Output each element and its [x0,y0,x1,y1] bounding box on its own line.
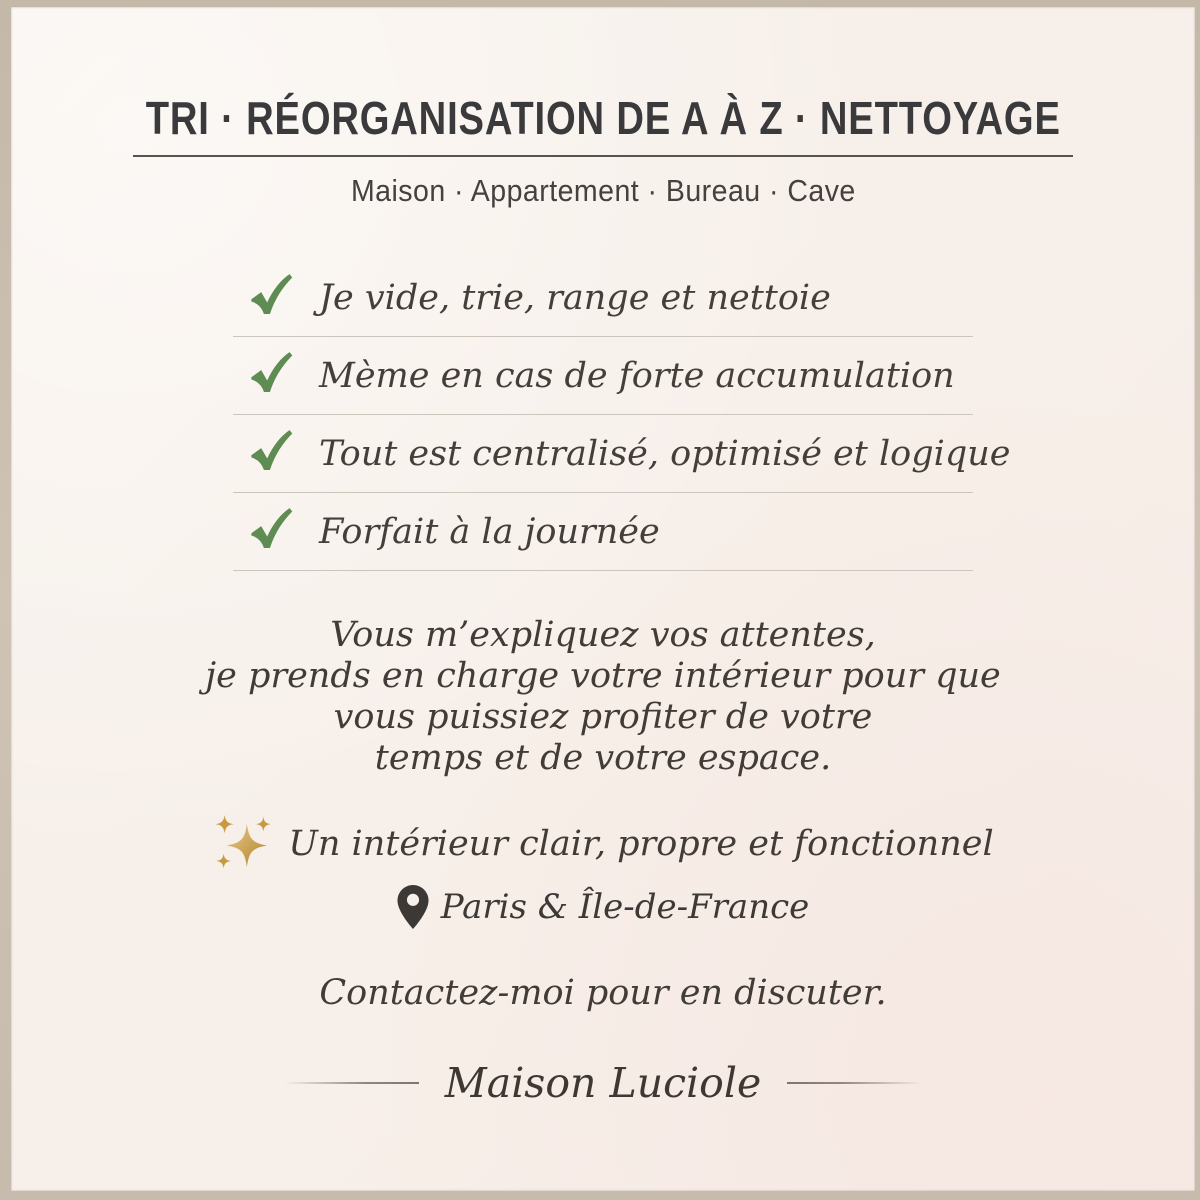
checklist-item [233,415,1011,493]
location-row [11,885,1195,929]
checklist-item-label: Tout est centralisé, optimisé et logique [319,433,1011,474]
checklist-item-label: Mème en cas de forte accumulation [319,355,955,396]
check-icon [245,350,297,398]
brand-row [11,1059,1195,1107]
brand-rule-right [787,1082,922,1084]
header [11,7,1195,209]
checklist-item [233,493,973,571]
sparkles-icon [212,813,274,875]
checklist-item [233,259,973,337]
page-subtitle: Maison · Appartement · Bureau · Cave [350,173,856,208]
description-line: vous puissiez profiter de votre [333,697,873,737]
check-icon [245,272,297,320]
benefit-row [11,813,1195,875]
brand-rule-left [284,1082,419,1084]
checklist-item [233,337,973,415]
check-icon [245,506,297,554]
description-line: temps et de votre espace. [374,738,832,778]
description-line: je prends en charge votre intérieur pour que [205,656,1001,696]
description-line: Vous m’expliquez vos attentes, [330,615,876,655]
checklist [233,259,1011,571]
benefit-text: Un intérieur clair, propre et fonctionnel [288,824,994,864]
flyer-card [11,7,1195,1191]
check-icon [245,428,297,476]
contact-text: Contactez-moi pour en discuter. [319,973,887,1013]
location-text: Paris & Île-de-France [440,887,810,927]
checklist-item-label: Je vide, trie, range et nettoie [319,277,831,318]
brand-name: Maison Luciole [444,1059,762,1107]
page-title: TRI · RÉORGANISATION DE A À Z · NETTOYAGE [145,92,1061,144]
description-paragraph [11,615,1195,779]
location-pin-icon [397,885,429,929]
checklist-item-label: Forfait à la journée [319,511,660,552]
